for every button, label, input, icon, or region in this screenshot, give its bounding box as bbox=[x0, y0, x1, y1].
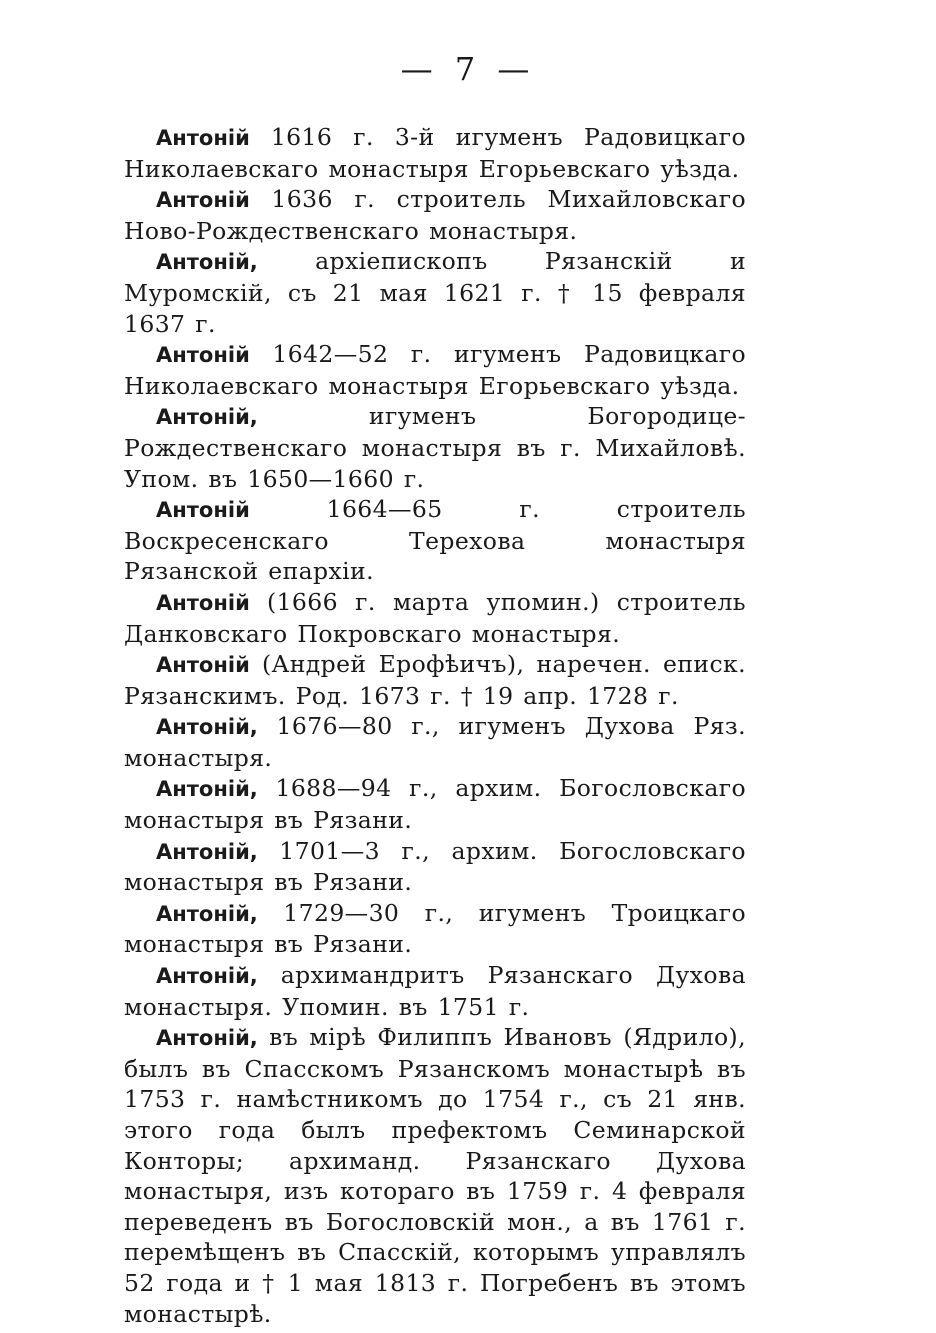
entry-text: 1729—30 г., игуменъ Троицкаго монастыря въ Рязани. bbox=[124, 898, 747, 959]
entry-name: Антоній bbox=[156, 343, 250, 368]
entry-name: Антоній, bbox=[156, 1026, 258, 1051]
entry-text: 1676—80 г., игуменъ Духова Ряз. монастыря. bbox=[124, 712, 747, 772]
entry bbox=[124, 711, 746, 773]
entry bbox=[124, 1022, 746, 1329]
entry-text: 1636 г. строитель Михайловскаго Ново-Рождественскаго монастыря. bbox=[124, 185, 746, 245]
entry-name: Антоній bbox=[156, 653, 250, 678]
entry bbox=[124, 246, 746, 339]
entry bbox=[124, 587, 746, 649]
entry bbox=[124, 836, 746, 898]
entry-name: Антоній bbox=[156, 188, 250, 213]
entry bbox=[124, 773, 746, 835]
entry bbox=[124, 898, 746, 960]
entry bbox=[124, 494, 746, 587]
entry-text: 1701—3 г., архим. Богословскаго монастыря въ Рязани. bbox=[124, 836, 746, 897]
entry-name: Антоній, bbox=[156, 250, 258, 275]
entry-name: Антоній, bbox=[156, 405, 258, 430]
entry-text: 1616 г. 3-й игуменъ Радовицкаго Николаевскаго монастыря Егорьевскаго уѣзда. bbox=[124, 123, 746, 183]
page-number: — 7 — bbox=[400, 50, 536, 88]
entry bbox=[124, 960, 746, 1022]
entry bbox=[124, 122, 746, 184]
entry-text: архимандритъ Рязанскаго Духова монастыря. Упомин. въ 1751 г. bbox=[124, 961, 747, 1021]
entry-text: (Андрей Ерофѣичъ), наречен. еписк. Рязанскимъ. Род. 1673 г. † 19 апр. 1728 г. bbox=[124, 650, 746, 710]
entry-text: (1666 г. марта упомин.) строитель Данковскаго Покровскаго монастыря. bbox=[124, 587, 746, 648]
entry-text: 1688—94 г., архим. Богословскаго монастыря въ Рязани. bbox=[124, 774, 746, 835]
entry-text: въ мірѣ Филиппъ Ивановъ (Ядрило), былъ въ Спасскомъ Рязанскомъ монастырѣ въ 1753 г. намѣстникомъ до 1754 г., съ 21 янв. этого года былъ префектомъ Семинарской Конторы; архиманд. Рязанскаго Духова монастыря, изъ котораго въ 1759 г. 4 февраля переведенъ въ Богословскій мон., а въ 1761 г. перемѣщенъ въ Спасскій, которымъ управлялъ 52 года и † 1 мая 1813 г. Погребенъ въ этомъ монастырѣ. bbox=[124, 1023, 746, 1328]
entry-name: Антоній bbox=[156, 498, 250, 523]
entry-name: Антоній, bbox=[156, 715, 258, 740]
entry bbox=[124, 401, 746, 494]
entry-name: Антоній, bbox=[156, 964, 258, 989]
entry-text: 1642—52 г. игуменъ Радовицкаго Николаевскаго монастыря Егорьевскаго уѣзда. bbox=[124, 340, 747, 400]
entry bbox=[124, 649, 746, 711]
entry-name: Антоній, bbox=[156, 839, 258, 864]
entry-text: игуменъ Богородице-Рождественскаго монастыря въ г. Михайловѣ. Упом. въ 1650—1660 г. bbox=[124, 402, 746, 493]
entry-name: Антоній, bbox=[156, 777, 258, 802]
entry bbox=[124, 339, 746, 401]
entry-text: архіепископъ Рязанскій и Муромскій, съ 21 мая 1621 г. † 15 февраля 1637 г. bbox=[124, 247, 747, 338]
entry-text: 1664—65 г. строитель Воскресенскаго Терехова монастыря Рязанской епархіи. bbox=[124, 495, 747, 586]
text-body bbox=[124, 122, 746, 1329]
entry-name: Антоній bbox=[156, 126, 250, 150]
entry-name: Антоній bbox=[156, 590, 250, 615]
entry-name: Антоній, bbox=[156, 901, 258, 926]
entry bbox=[124, 184, 746, 246]
